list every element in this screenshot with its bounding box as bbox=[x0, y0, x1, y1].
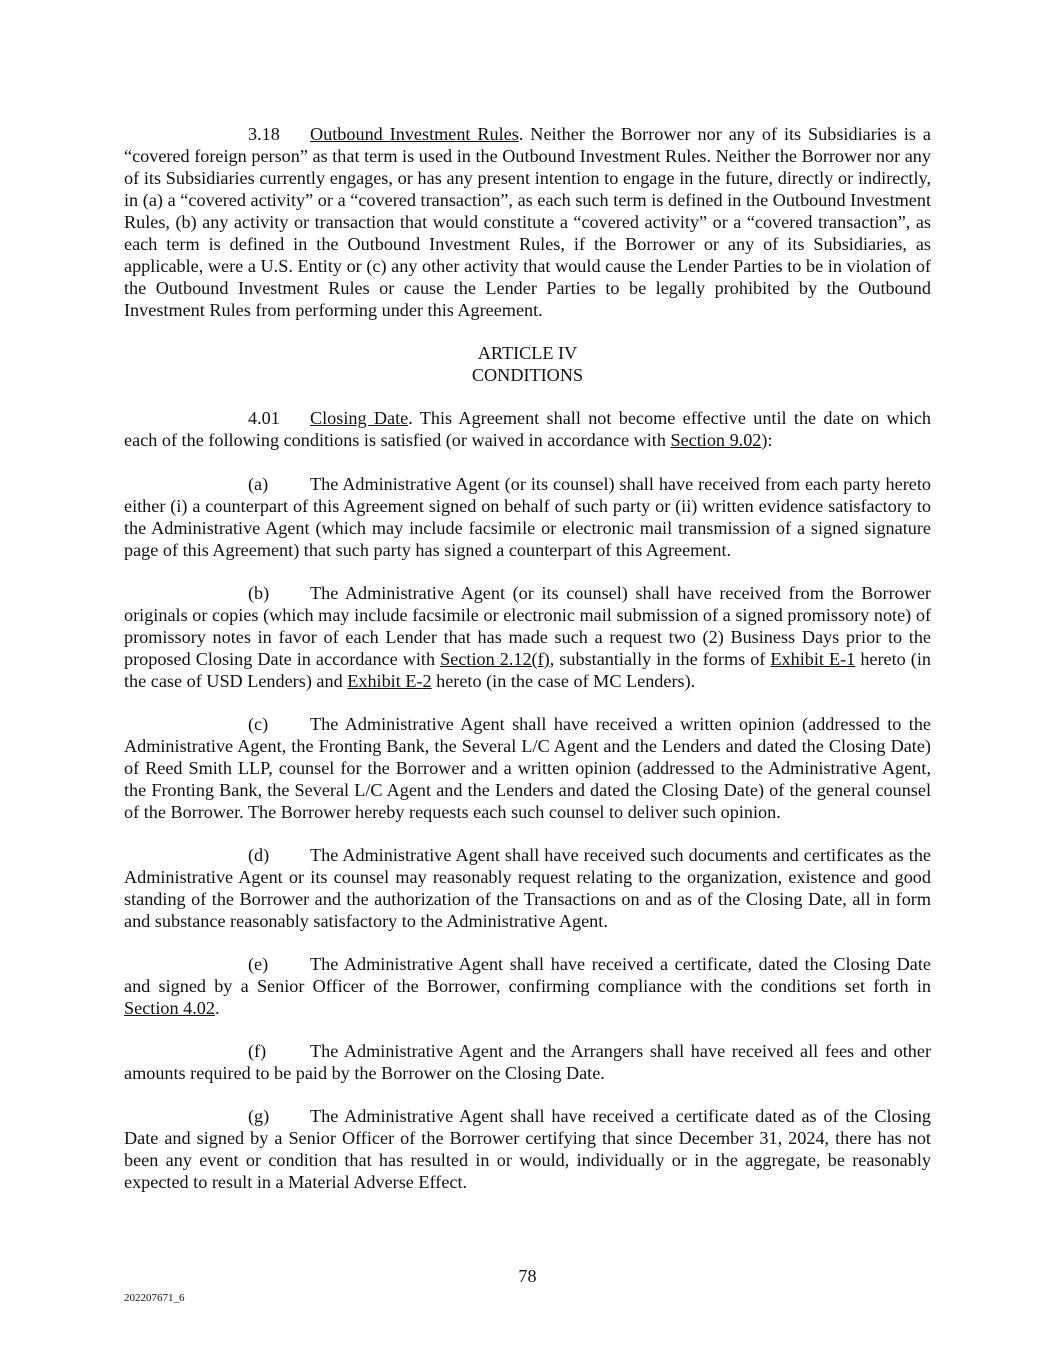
condition-text: , substantially in the forms of bbox=[549, 649, 771, 669]
section-text: . This Agreement shall not become effective until the date on which each of the following conditions is satisfied (or waived in accordance with bbox=[124, 408, 931, 450]
condition-text: The Administrative Agent shall have received a certificate, dated the Closing Date and signed by a Senior Officer of the Borrower, confirming compliance with the conditions set forth in bbox=[124, 954, 931, 996]
condition-label: (c) bbox=[248, 714, 269, 734]
condition-text: hereto (in the case of USD Lenders) and bbox=[124, 649, 932, 691]
condition-text: hereto (in the case of MC Lenders). bbox=[431, 671, 696, 691]
condition-text: The Administrative Agent shall have received a written opinion (addressed to the Administrative Agent, the Fronting Bank, the Several L/C Agent and the Lenders and dated the Closing Date) of Reed Smith LLP, counsel for the Borrower and a written opinion (addressed to the Administrative Agent, the Fronting Bank, the Several L/C Agent and the Lenders and dated the Closing Date) of the general counsel of the Borrower. The Borrower hereby requests each such counsel to deliver such opinion. bbox=[124, 714, 931, 822]
section-title: Outbound Investment Rules bbox=[310, 124, 519, 144]
document-id: 202207671_6 bbox=[124, 1292, 185, 1304]
condition-e bbox=[124, 953, 931, 1019]
spacer bbox=[124, 692, 931, 713]
condition-text: The Administrative Agent shall have received a certificate dated as of the Closing Date and signed by a Senior Officer of the Borrower certifying that since December 31, 2024, there has not been any event or condition that has resulted in or would, individually or in the aggregate, be reasonably expected to result in a Material Adverse Effect. bbox=[124, 1106, 931, 1192]
spacer bbox=[124, 451, 931, 473]
section-title: Closing Date bbox=[310, 408, 409, 428]
condition-g bbox=[124, 1105, 931, 1193]
condition-f bbox=[124, 1040, 931, 1084]
article-number: ARTICLE IV bbox=[477, 343, 578, 363]
spacer bbox=[124, 932, 931, 953]
section-number: 3.18 bbox=[248, 124, 280, 144]
page-number: 78 bbox=[518, 1266, 537, 1286]
condition-text: The Administrative Agent and the Arrangers shall have received all fees and other amounts required to be paid by the Borrower on the Closing Date. bbox=[124, 1041, 931, 1083]
spacer bbox=[124, 321, 931, 342]
section-number: 4.01 bbox=[248, 408, 280, 428]
spacer bbox=[124, 1084, 931, 1105]
section-3-18 bbox=[124, 123, 931, 321]
condition-b bbox=[124, 582, 931, 692]
spacer bbox=[124, 386, 931, 407]
article-title: CONDITIONS bbox=[471, 365, 584, 385]
spacer bbox=[124, 561, 931, 582]
section-text: . Neither the Borrower nor any of its Subsidiaries is a “covered foreign person” as that term is used in the Outbound Investment Rules. Neither the Borrower nor any of its Subsidiaries currently engages, or has any present intention to engage in the future, directly or indirectly, in (a) a “covered activity” or a “covered transaction”, as each such term is defined in the Outbound Investment Rules, (b) any activity or transaction that would constitute a “covered activity” or a “covered transaction”, as each term is defined in the Outbound Investment Rules, if the Borrower or any of its Subsidiaries, as applicable, were a U.S. Entity or (c) any other activity that would cause the Lender Parties to be in violation of the Outbound Investment Rules or cause the Lender Parties to be legally prohibited by the Outbound Investment Rules from performing under this Agreement. bbox=[124, 124, 932, 320]
condition-text-end: . bbox=[214, 998, 220, 1018]
condition-a bbox=[124, 473, 931, 561]
condition-c bbox=[124, 713, 931, 823]
condition-label: (e) bbox=[248, 954, 269, 974]
cross-reference-link: Section 4.02 bbox=[124, 998, 215, 1018]
condition-text: The Administrative Agent (or its counsel) shall have received from the Borrower originals or copies (which may include facsimile or electronic mail submission of a signed promissory note) of promissory notes in favor of each Lender that has made such a request two (2) Business Days prior to the proposed Closing Date in accordance with bbox=[124, 583, 931, 669]
condition-text: The Administrative Agent shall have received such documents and certificates as the Administrative Agent or its counsel may reasonably request relating to the organization, existence and good standing of the Borrower and the authorization of the Transactions on and as of the Closing Date, all in form and substance reasonably satisfactory to the Administrative Agent. bbox=[124, 845, 931, 931]
cross-reference-link: Section 9.02 bbox=[670, 430, 762, 450]
condition-d bbox=[124, 844, 931, 932]
exhibit-reference: Exhibit E-1 bbox=[770, 649, 856, 669]
exhibit-reference: Exhibit E-2 bbox=[347, 671, 432, 691]
cross-reference-link: Section 2.12(f) bbox=[440, 649, 550, 669]
condition-label: (a) bbox=[248, 474, 269, 494]
condition-label: (b) bbox=[248, 583, 270, 603]
spacer bbox=[124, 823, 931, 844]
condition-label: (d) bbox=[248, 845, 270, 865]
condition-label: (g) bbox=[248, 1106, 270, 1126]
spacer bbox=[124, 1019, 931, 1040]
section-4-01 bbox=[124, 407, 931, 451]
section-text-end: ): bbox=[761, 430, 773, 450]
document-body bbox=[124, 123, 931, 1193]
condition-label: (f) bbox=[248, 1041, 267, 1061]
condition-text: The Administrative Agent (or its counsel) shall have received from each party hereto either (i) a counterpart of this Agreement signed on behalf of such party or (ii) written evidence satisfactory to the Administrative Agent (which may include facsimile or electronic mail transmission of a signed signature page of this Agreement) that such party has signed a counterpart of this Agreement. bbox=[124, 474, 931, 560]
